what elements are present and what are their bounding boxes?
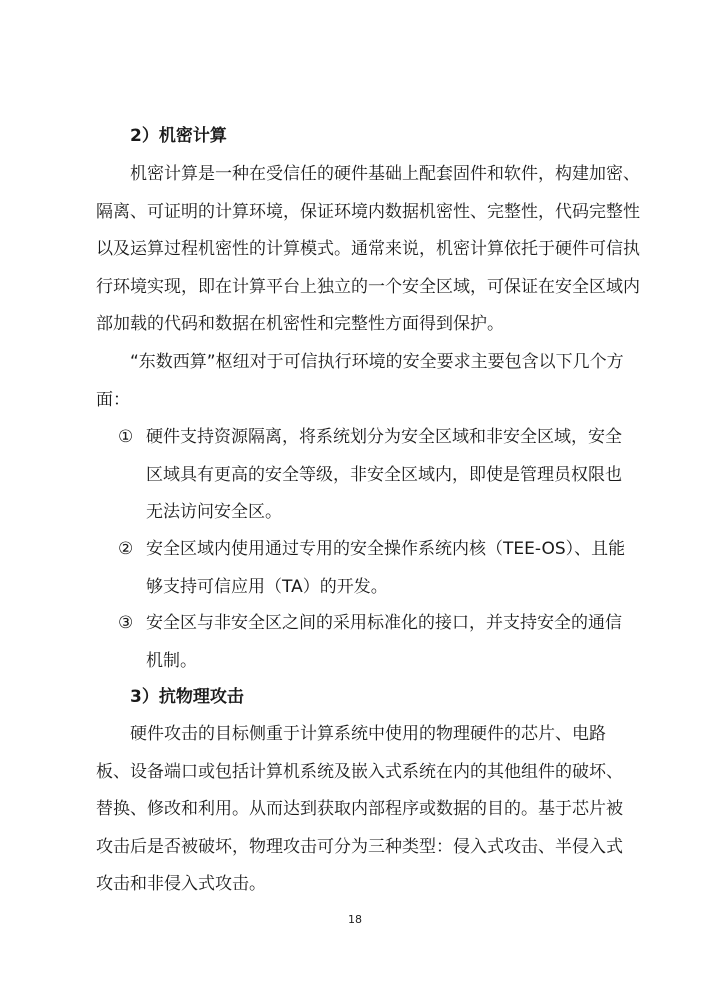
list-item-text bbox=[146, 419, 638, 532]
list-item-line: 区域具有更高的安全等级，非安全区域内，即使是管理员权限也 bbox=[146, 464, 622, 485]
list-item-text bbox=[146, 531, 638, 606]
list-item-line: 安全区域内使用通过专用的安全操作系统内核（TEE-OS）、且能 bbox=[146, 539, 626, 559]
list-item-line: 机制。 bbox=[146, 650, 197, 671]
list-item-line: 够支持可信应用（TA）的开发。 bbox=[146, 576, 388, 597]
paragraph-line: 板、设备端口或包括计算机系统及嵌入式系统在内的其他组件的破坏、 bbox=[96, 761, 623, 782]
list-item bbox=[118, 605, 638, 680]
page-number: 18 bbox=[348, 913, 362, 926]
paragraph-tee-requirements-intro bbox=[96, 344, 636, 419]
section-heading-physical-attack-resistance: 3）抗物理攻击 bbox=[130, 687, 244, 707]
paragraph-line: 攻击和非侵入式攻击。 bbox=[96, 874, 266, 894]
paragraph-physical-attacks bbox=[96, 716, 636, 904]
list-item-line: 硬件支持资源隔离，将系统划分为安全区域和非安全区域，安全 bbox=[146, 427, 622, 447]
list-item bbox=[118, 419, 638, 532]
list-item-text bbox=[146, 605, 638, 680]
paragraph-line: 部加载的代码和数据在机密性和完整性方面得到保护。 bbox=[96, 314, 504, 334]
paragraph-line: “东数西算”枢纽对于可信执行环境的安全要求主要包含以下几个方 bbox=[130, 352, 624, 372]
list-item-line: 无法访问安全区。 bbox=[146, 502, 282, 522]
paragraph-line: 硬件攻击的目标侧重于计算系统中使用的物理硬件的芯片、电路 bbox=[130, 724, 606, 744]
paragraph-line: 行环境实现，即在计算平台上独立的一个安全区域，可保证在安全区域内 bbox=[96, 276, 640, 297]
paragraph-line: 机密计算是一种在受信任的硬件基础上配套固件和软件，构建加密、 bbox=[130, 164, 640, 184]
paragraph-line: 隔离、可证明的计算环境，保证环境内数据机密性、完整性，代码完整性 bbox=[96, 201, 640, 222]
list-item bbox=[118, 531, 638, 606]
paragraph-line: 攻击后是否被破坏，物理攻击可分为三种类型：侵入式攻击、半侵入式 bbox=[96, 836, 623, 857]
list-item-line: 安全区与非安全区之间的采用标准化的接口，并支持安全的通信 bbox=[146, 613, 622, 633]
list-marker: ③ bbox=[118, 613, 134, 633]
paragraph-line: 面： bbox=[96, 389, 130, 410]
section-heading-confidential-computing: 2）机密计算 bbox=[130, 126, 227, 146]
list-marker: ② bbox=[118, 539, 134, 559]
paragraph-line: 替换、修改和利用。从而达到获取内部程序或数据的目的。基于芯片被 bbox=[96, 799, 623, 819]
paragraph-confidential-computing bbox=[96, 156, 640, 344]
list-marker: ① bbox=[118, 427, 134, 447]
paragraph-line: 以及运算过程机密性的计算模式。通常来说，机密计算依托于硬件可信执 bbox=[96, 239, 640, 259]
